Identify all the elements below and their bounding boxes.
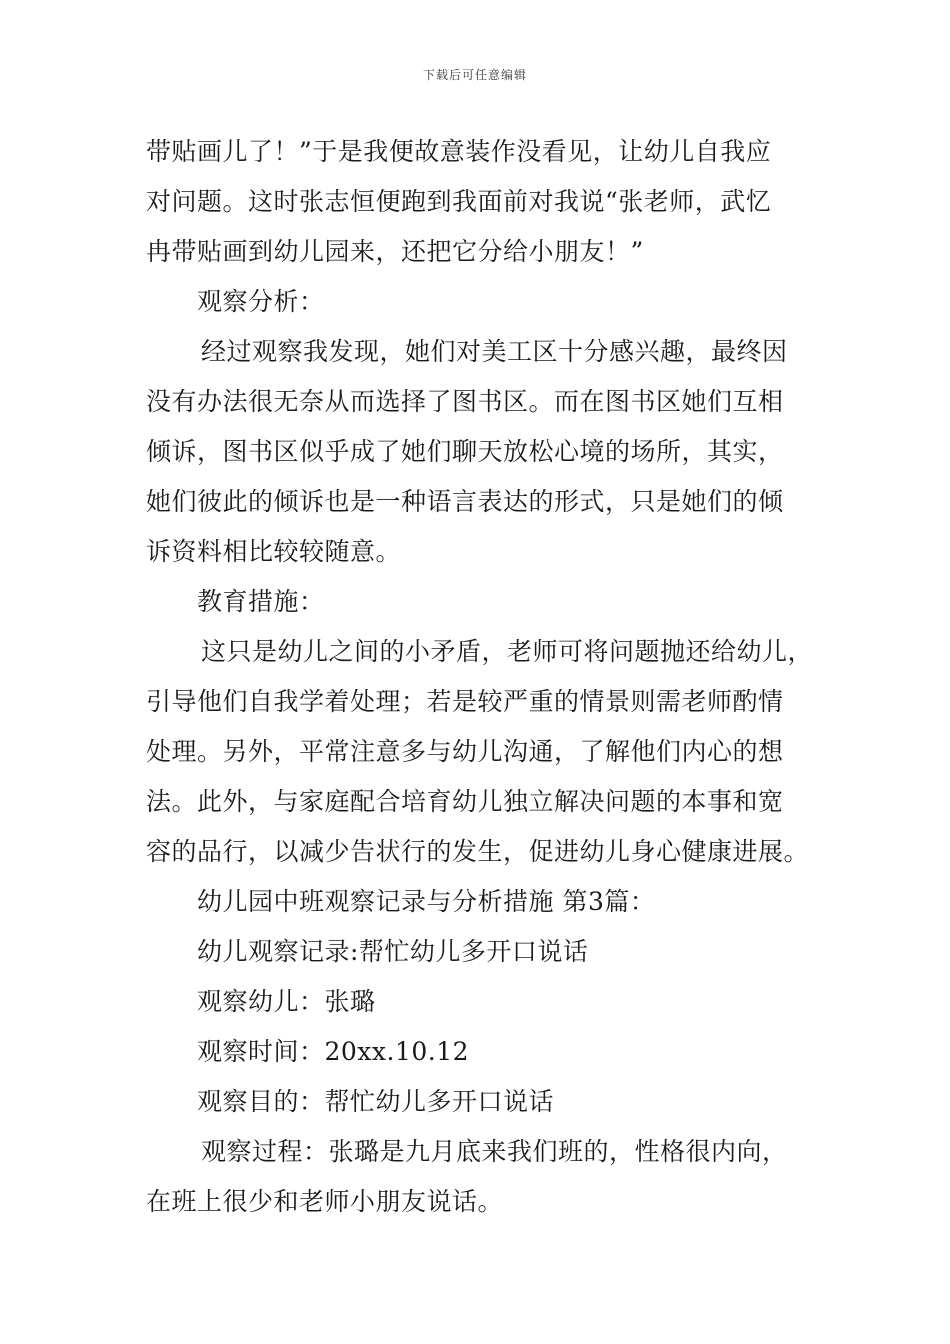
text-line: 经过观察我发现，她们对美工区十分感兴趣，最终因 xyxy=(201,337,788,366)
page-header: 下载后可任意编辑 xyxy=(422,68,527,82)
text-line: 带贴画儿了！”于是我便故意装作没看见，让幼儿自我应 xyxy=(146,137,772,166)
document-body xyxy=(146,127,814,1227)
section-heading: 教育措施： xyxy=(197,587,325,616)
text-line: 她们彼此的倾诉也是一种语言表达的形式，只是她们的倾 xyxy=(146,487,784,516)
text-line: 引导他们自我学着处理；若是较严重的情景则需老师酌情 xyxy=(146,687,784,716)
text-line: 这只是幼儿之间的小矛盾，老师可将问题抛还给幼儿， xyxy=(201,637,814,666)
text-line: 幼儿观察记录:帮忙幼儿多开口说话 xyxy=(197,937,589,966)
text-line: 观察时间：20xx.10.12 xyxy=(197,1037,470,1066)
text-line: 没有办法很无奈从而选择了图书区。而在图书区她们互相 xyxy=(146,387,784,416)
section-heading: 观察分析： xyxy=(197,287,325,316)
text-line: 对问题。这时张志恒便跑到我面前对我说“张老师，武忆 xyxy=(146,187,772,216)
text-line: 观察幼儿：张璐 xyxy=(197,987,376,1016)
text-line: 观察目的：帮忙幼儿多开口说话 xyxy=(197,1087,555,1116)
text-line: 法。此外，与家庭配合培育幼儿独立解决问题的本事和宽 xyxy=(146,787,784,816)
text-line: 在班上很少和老师小朋友说话。 xyxy=(146,1187,504,1216)
text-line: 容的品行，以减少告状行的发生，促进幼儿身心健康进展。 xyxy=(146,837,810,866)
text-line: 倾诉，图书区似乎成了她们聊天放松心境的场所，其实， xyxy=(146,437,784,466)
text-line: 处理。另外，平常注意多与幼儿沟通，了解他们内心的想 xyxy=(146,737,784,766)
text-line: 观察过程：张璐是九月底来我们班的，性格很内向， xyxy=(201,1137,788,1166)
text-line: 诉资料相比较较随意。 xyxy=(146,537,402,566)
section-heading: 幼儿园中班观察记录与分析措施 第3篇： xyxy=(197,887,656,916)
text-line: 冉带贴画到幼儿园来，还把它分给小朋友！” xyxy=(146,237,644,266)
